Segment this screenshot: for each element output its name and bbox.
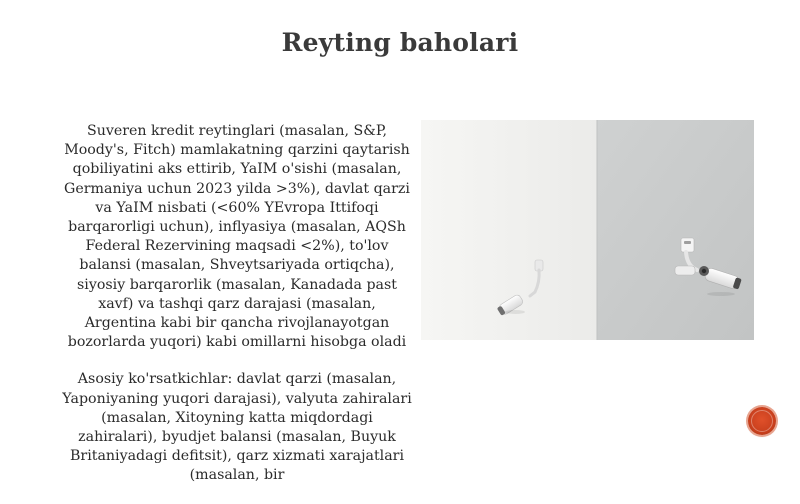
slide-title: Reyting baholari: [281, 28, 519, 57]
slide-body: [62, 122, 412, 504]
security-cameras-photo: [421, 120, 754, 340]
next-slide-button[interactable]: [748, 407, 776, 435]
button-ring: [751, 410, 773, 432]
body-paragraph-2: Asosiy ko'rsatkichlar: davlat qarzi (masalan, Yaponiyaning yuqori darajasi), valyuta zahiralari (masalan, Xitoyning katta miqdordagi zahiralari), byudjet balansi (masalan, Buyuk Britaniyadagi defitsit), qarz xizmati xarajatlari (masalan, bir: [62, 371, 412, 484]
body-paragraph-1: Suveren kredit reytinglari (masalan, S&P, Moody's, Fitch) mamlakatning qarzini qaytarish qobiliyatini aks ettirib, YaIM o'sishi (masalan, Germaniya uchun 2023 yilda >3%), davlat qarzi va YaIM nisbati (<60% YEvropa Ittifoqi barqarorligi uchun), inflyasiya (masalan, AQSh Federal Rezervining maqsadi <2%), to'lov balansi (masalan, Shveytsariyada ortiqcha), siyosiy barqarorlik (masalan, Kanadada past xavf) va tashqi qarz darajasi (masalan, Argentina kabi bir qancha rivojlanayotgan bozorlarda yuqori) kabi omillarni hisobga oladi: [64, 123, 410, 351]
